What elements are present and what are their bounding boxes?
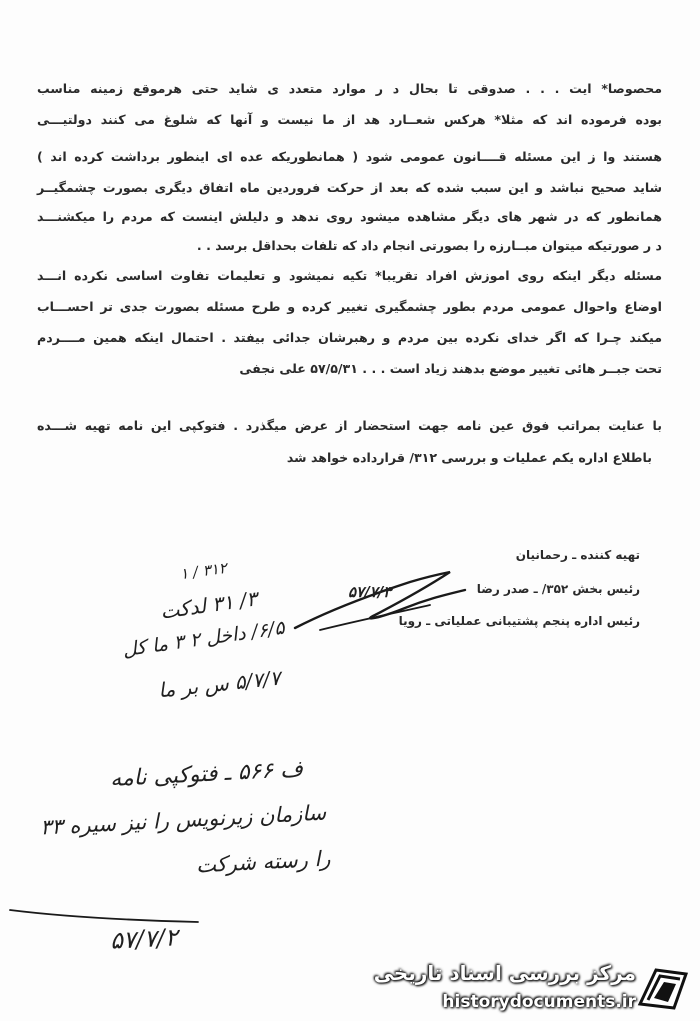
prepared-by: تهیه کننده ـ رحمانیان (515, 548, 640, 562)
body-line-10: تحت جبــر هائی تغییر موضع بدهند زیاد است . . . ۵۷/۵/۳۱ علی نجفی (239, 361, 662, 376)
bottom-underline-stroke (8, 900, 208, 940)
handwritten-bottom-date: ۵۷/۷/۲ (109, 923, 179, 955)
body-line-9: میکند چـرا که اگر خدای نکرده بین مردم و رهبرشان جدائی بیفتد . احتمال اینکه همین مــــردم (37, 330, 662, 345)
endorsement-line-1: با عنایت بمراتب فوق عین نامه جهت استحضار از عرض میگذرد . فتوکپی این نامه تهیه شـــده (37, 418, 662, 433)
body-line-6: د ر صورتیکه میتوان مبــارزه را بصورتی انجام داد که تلفات بحداقل برسد . . (196, 238, 662, 253)
handwritten-note-a-2: ۳/ ۳۱ لدکت (158, 586, 259, 624)
handwritten-note-a-1: ۳۱۲ / ۱ (178, 558, 228, 584)
handwritten-note-a-4: ۵/۷/۷ س بر ما (157, 665, 282, 703)
body-line-7: مسئله دیگر اینکه روی اموزش افراد تقریبا* تکیه نمیشود و تعلیمات تفاوت اساسی نکرده انـــد (37, 268, 662, 283)
handwritten-note-a-3: ۶/۵/ داخل ۲ ۳ ما کل (121, 616, 286, 662)
handwritten-stamp-date: ۵۷/۷/۳ (348, 583, 392, 601)
office-chief: رئیس اداره پنجم پشتیبانی عملیاتی ـ رویا (398, 614, 640, 628)
handwritten-note-b-2: سازمان زیرنویس را نیز سیره ۳۳ (39, 800, 327, 840)
body-line-1: محصوصا* ایت . . . صدوقی تا بحال د ر موارد متعدد ی شاید حتی هرموقع زمینه مناسب (37, 81, 662, 96)
endorsement-line-2: باطلاع اداره یکم عملیات و بررسی ۳۱۲/ قرارداده خواهد شد (286, 450, 652, 465)
body-line-8: اوضاع واحوال عمومی مردم بطور چشمگیری تغییر کرده و طرح مسئله بصورت جدی تر احســـاب (37, 299, 662, 314)
body-line-3: هستند وا ز این مسئله قــــانون عمومی شود ( همانطوریکه عده ای اینطور برداشت کرده اند ) (37, 149, 662, 164)
watermark-title: مرکز بررسی اسناد تاریخی (373, 961, 636, 985)
archive-logo-icon (634, 964, 692, 1014)
body-line-2: بوده فرموده اند که مثلا* هرکس شعــارد هد از ما نیست و آنها که شلوغ می کنند دولتیـــی (37, 112, 662, 127)
body-line-5: همانطور که در شهر های دیگر مشاهده میشود روی ندهد و دلیلش اینست که مردم را میکشنـــد (37, 209, 662, 224)
handwritten-note-b-3: را رسته شرکت (195, 846, 332, 878)
section-chief: رئیس بخش ۳۵۲/ ـ صدر رضا (476, 582, 640, 596)
watermark-url: historydocuments.ir (442, 992, 636, 1012)
handwritten-note-b-1: ف ۵۶۶ ـ فتوکپی نامه (109, 756, 304, 793)
body-line-4: شاید صحیح نباشد و این سبب شده که بعد از حرکت فروردین ماه اتفاق دیگری بصورت چشمگیــر (37, 180, 662, 195)
